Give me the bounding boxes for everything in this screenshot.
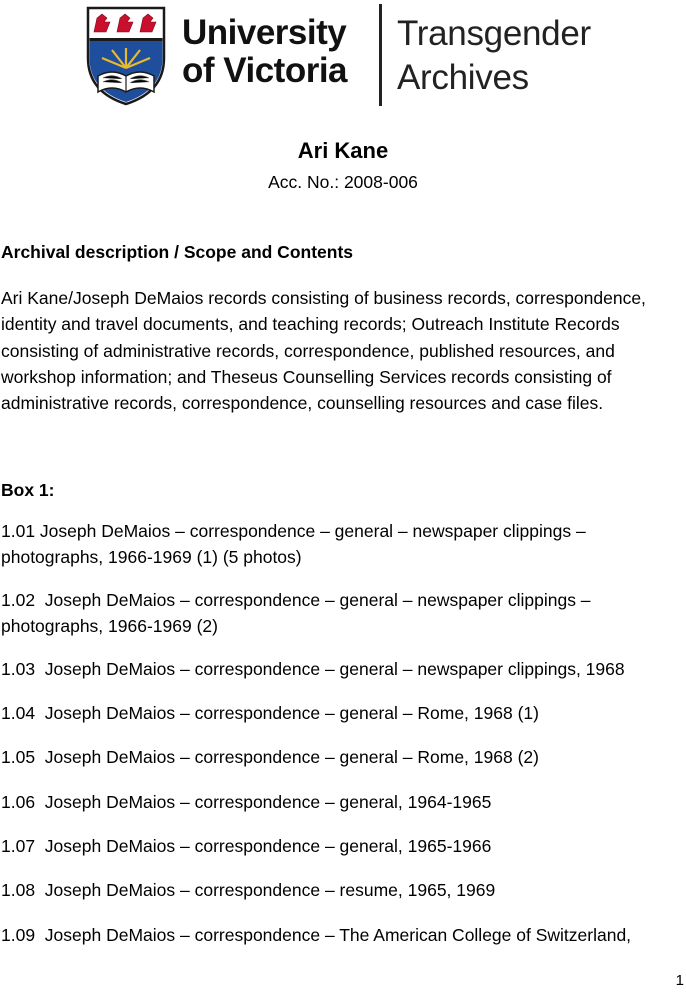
file-entry: 1.09 Joseph DeMaios – correspondence – The American College of Switzerland, xyxy=(1,925,632,945)
university-name-line-1: University xyxy=(182,13,347,52)
accession-number: Acc. No.: 2008-006 xyxy=(268,172,418,192)
scope-line: administrative records, correspondence, counselling resources and case files. xyxy=(1,393,604,414)
document-title: Ari Kane xyxy=(297,138,389,163)
file-entry: 1.03 Joseph DeMaios – correspondence – general – newspaper clippings, 1968 xyxy=(1,659,625,679)
university-crest-logo xyxy=(86,6,166,106)
file-entry: 1.08 Joseph DeMaios – correspondence – resume, 1965, 1969 xyxy=(1,880,496,900)
page-number: 1 xyxy=(675,972,684,989)
box-heading: Box 1: xyxy=(1,480,55,500)
file-entry: 1.04 Joseph DeMaios – correspondence – general – Rome, 1968 (1) xyxy=(1,703,539,723)
archive-name-line-2: Archives xyxy=(397,58,529,97)
file-entry: 1.05 Joseph DeMaios – correspondence – general – Rome, 1968 (2) xyxy=(1,747,539,767)
letterhead xyxy=(86,4,606,108)
university-name-line-2: of Victoria xyxy=(182,51,348,90)
file-entry: 1.02 Joseph DeMaios – correspondence – general – newspaper clippings – photographs, 1966-1969 (2) xyxy=(1,590,591,636)
scope-line: identity and travel documents, and teaching records; Outreach Institute Records xyxy=(1,314,620,335)
archive-name-line-1: Transgender xyxy=(397,14,591,53)
university-name xyxy=(182,14,347,90)
scope-paragraph xyxy=(1,285,686,416)
header-divider xyxy=(379,4,382,106)
scope-line: Ari Kane/Joseph DeMaios records consisting of business records, correspondence, xyxy=(1,288,646,308)
scope-line: consisting of administrative records, correspondence, published resources, and xyxy=(1,340,615,361)
file-entry: 1.06 Joseph DeMaios – correspondence – general, 1964-1965 xyxy=(1,792,492,812)
scope-section-heading: Archival description / Scope and Contents xyxy=(1,242,354,262)
file-entry: 1.01 Joseph DeMaios – correspondence – general – newspaper clippings – photographs, 1966-1969 (1) (5 photos) xyxy=(1,521,586,567)
scope-line: workshop information; and Theseus Counselling Services records consisting of xyxy=(1,366,612,387)
file-entry: 1.07 Joseph DeMaios – correspondence – general, 1965-1966 xyxy=(1,836,492,856)
archive-name xyxy=(397,12,591,100)
